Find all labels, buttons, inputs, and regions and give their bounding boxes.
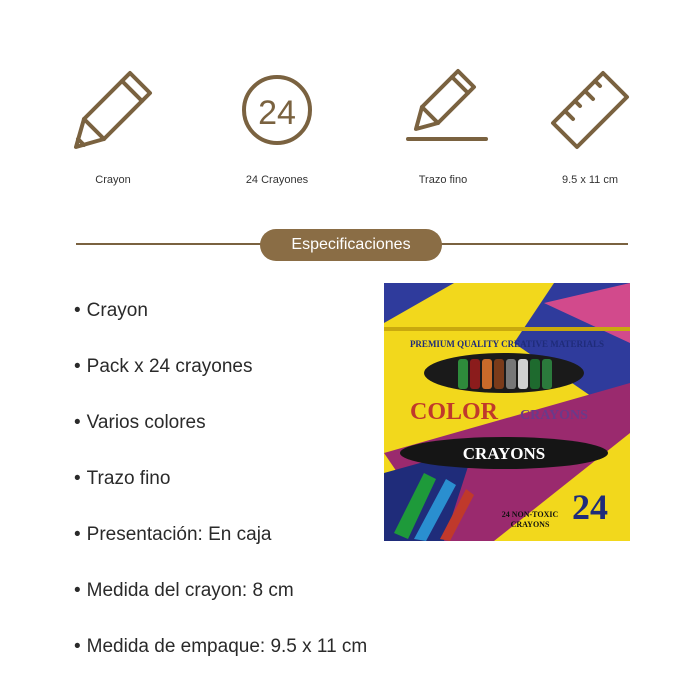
crayon-icon [68, 65, 158, 155]
feature-size [520, 60, 660, 186]
fine-stroke-icon [398, 65, 488, 155]
box-color-word: COLOR [410, 399, 499, 425]
feature-count [207, 60, 347, 186]
box-nontoxic-line1: 24 NON-TOXIC [501, 510, 559, 519]
crayon-box-illustration [384, 283, 630, 541]
feature-crayon-label: Crayon [95, 174, 131, 186]
feature-crayon [43, 60, 183, 186]
list-item: • Trazo fino [74, 468, 171, 489]
list-item: • Crayon [74, 300, 148, 321]
feature-stroke-label: Trazo fino [418, 174, 468, 186]
list-item: • Medida del crayon: 8 cm [74, 580, 294, 601]
section-title: Especificaciones [260, 229, 442, 261]
list-item: • Varios colores [74, 412, 206, 433]
spec-list [74, 296, 367, 688]
box-top-text: PREMIUM QUALITY CREATIVE MATERIALS [409, 339, 605, 349]
feature-count-label: 24 Crayones [245, 174, 309, 186]
box-nontoxic-line2: CRAYONS [510, 520, 550, 529]
divider-left [76, 243, 266, 245]
list-item: • Medida de empaque: 9.5 x 11 cm [74, 636, 368, 657]
divider-right [436, 243, 628, 245]
product-image [384, 283, 630, 541]
count-24-badge: 24 [258, 94, 296, 132]
box-band-text: CRAYONS [462, 444, 546, 463]
feature-stroke [373, 60, 513, 186]
list-item: • Presentación: En caja [74, 524, 272, 545]
box-count: 24 [572, 487, 608, 527]
ruler-icon [545, 65, 635, 155]
box-crayons-small: CRAYONS [520, 408, 588, 423]
feature-size-label: 9.5 x 11 cm [561, 174, 619, 186]
list-item: • Pack x 24 crayones [74, 356, 253, 377]
